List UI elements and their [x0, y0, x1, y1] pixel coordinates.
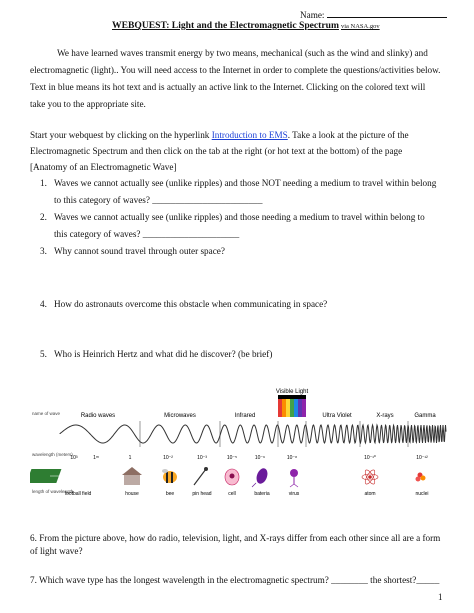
svg-text:1: 1	[128, 455, 132, 461]
visible-light-label: Visible Light	[275, 389, 309, 395]
svg-text:1ᵐ: 1ᵐ	[93, 455, 99, 461]
question-4	[40, 299, 327, 310]
question-1-line-2: to this category of waves? ________________________	[54, 195, 263, 205]
svg-text:virus: virus	[288, 491, 300, 497]
svg-text:bateria: bateria	[254, 491, 270, 497]
question-number: 1.	[40, 178, 47, 188]
house-icon	[122, 467, 142, 485]
band-xrays: X-rays	[376, 413, 394, 419]
instructions-line-2: Electromagnetic Spectrum and then click on the tab at the right (or hot text at the bottom) of the page	[30, 146, 403, 156]
intro-line-2: electromagnetic (light).. You will need access to the Internet in order to complete the questions/activities below.	[30, 65, 441, 75]
intro-line-3: Text in blue means its hot text and is actually an active link to the Internet. Clicking on the colored text will	[30, 82, 426, 92]
svg-text:atom: atom	[364, 491, 376, 497]
pin-head-icon	[194, 467, 208, 485]
band-gamma: Gamma	[414, 413, 436, 419]
band-microwaves: Microwaves	[164, 413, 196, 419]
question-text: Who is Heinrich Hertz and what did he discover? (be brief)	[54, 349, 273, 359]
visible-light-bar	[278, 395, 306, 399]
question-3	[40, 246, 225, 257]
row-label-name: name of wave	[32, 411, 61, 416]
question-number: 4.	[40, 299, 47, 309]
svg-text:10⁻⁸: 10⁻⁸	[286, 455, 298, 461]
instructions-line-1	[30, 130, 448, 141]
question-text: Waves we cannot actually see (unlike ripples) and those NOT needing a medium to travel within belong	[54, 178, 437, 188]
svg-text:10⁻²: 10⁻²	[163, 455, 173, 461]
page-title	[112, 20, 380, 32]
band-ultraviolet: Ultra Violet	[322, 413, 352, 419]
svg-text:10⁻⁶: 10⁻⁶	[254, 455, 266, 461]
atom-icon	[362, 469, 378, 486]
question-text: How do astronauts overcome this obstacle when communicating in space?	[54, 299, 328, 309]
question-5	[40, 349, 272, 360]
object-labels	[65, 491, 429, 497]
bee-icon	[162, 469, 177, 483]
cell-icon	[225, 469, 239, 485]
svg-text:nuclei: nuclei	[415, 491, 429, 497]
nuclei-icon	[416, 473, 426, 482]
question-2	[40, 212, 425, 223]
svg-text:10⁻¹²: 10⁻¹²	[416, 455, 428, 461]
instructions-pre: Start your webquest by clicking on the hyperlink	[30, 130, 212, 140]
name-label: Name:	[300, 10, 325, 20]
question-2-line-2: this category of waves? _____________________	[54, 229, 240, 239]
svg-text:bee: bee	[165, 491, 175, 497]
band-infrared: Infrared	[234, 413, 256, 419]
visible-rainbow	[278, 399, 306, 417]
title-source: via NASA.gov	[340, 23, 380, 30]
football-field-icon	[30, 469, 78, 483]
name-blank[interactable]	[327, 8, 447, 18]
question-number: 5.	[40, 349, 47, 359]
svg-text:10⁻¹⁰: 10⁻¹⁰	[364, 455, 376, 461]
intro-to-ems-link[interactable]: Introduction to EMS	[211, 130, 288, 140]
question-6-line-2: of light wave?	[30, 546, 83, 556]
svg-text:pin head: pin head	[192, 491, 212, 497]
band-radio: Radio waves	[80, 413, 116, 419]
question-7: 7. Which wave type has the longest wavelength in the electromagnetic spectrum? ________ the shortest?_____	[30, 575, 440, 585]
instructions-line-3: [Anatomy of an Electromagnetic Wave]	[30, 162, 177, 172]
instructions-post: . Take a look at the picture of the	[287, 130, 409, 140]
question-number: 2.	[40, 212, 47, 222]
page-number: 1	[438, 592, 443, 602]
svg-text:10⁻⁵: 10⁻⁵	[226, 455, 238, 461]
svg-text:cell: cell	[228, 491, 236, 497]
em-wave-curve	[60, 425, 446, 443]
em-spectrum-figure	[30, 385, 450, 535]
question-6-line-1: 6. From the picture above, how do radio, television, light, and X-rays differ from each other since all are a form	[30, 533, 441, 543]
question-number: 3.	[40, 246, 47, 256]
svg-text:10³: 10³	[70, 455, 78, 461]
row-label-wavelength: wavelength (meters)	[32, 452, 73, 457]
wavelength-values	[70, 455, 428, 461]
virus-icon	[290, 469, 298, 487]
question-text: Waves we cannot actually see (unlike ripples) and those needing a medium to travel within belong to	[54, 212, 425, 222]
intro-line-1: We have learned waves transmit energy by two means, mechanical (such as the wind and slinky) and	[57, 48, 428, 58]
svg-text:house: house	[125, 491, 139, 497]
row-label-length: length of wavelength	[32, 489, 74, 494]
question-1	[40, 178, 436, 189]
svg-text:football field: football field	[64, 491, 92, 497]
bacteria-icon	[252, 467, 269, 487]
question-text: Why cannot sound travel through outer space?	[54, 246, 225, 256]
title-text: WEBQUEST: Light and the Electromagnetic Spectrum	[112, 20, 339, 31]
intro-line-4: take you to the appropriate site.	[30, 99, 146, 109]
svg-text:10⁻³: 10⁻³	[197, 455, 207, 461]
